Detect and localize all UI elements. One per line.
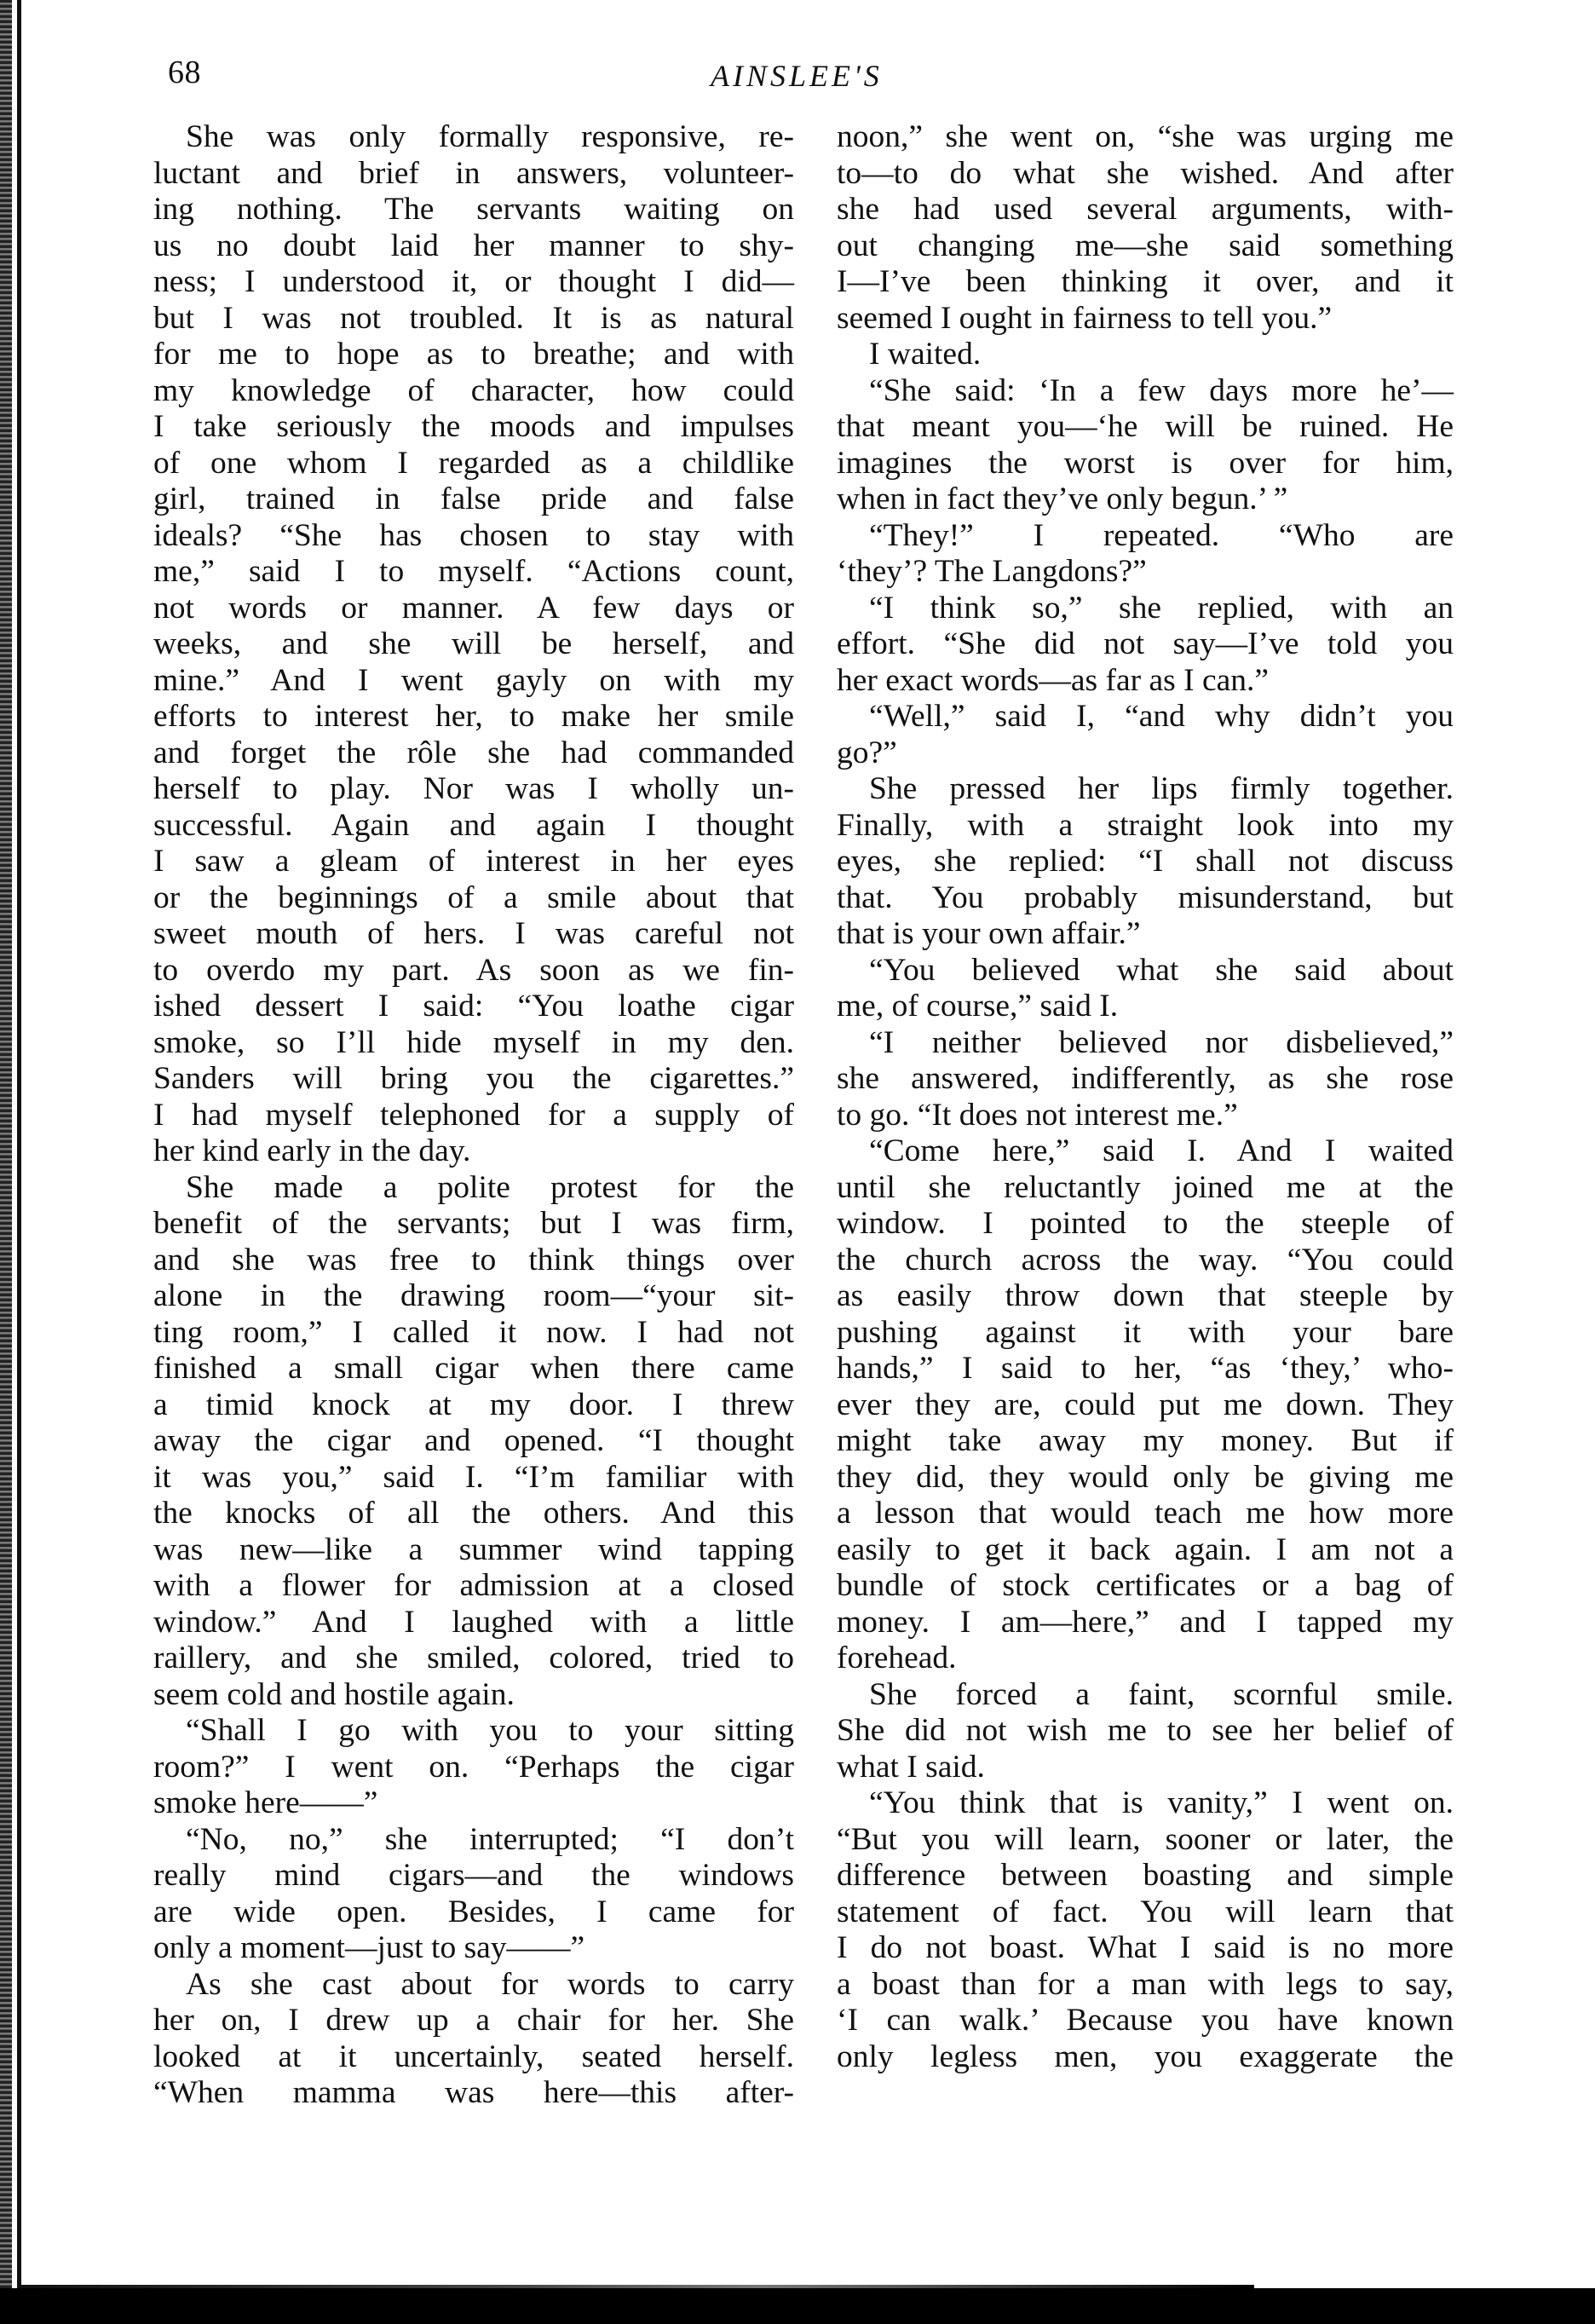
text-line: me, of course,” said I. bbox=[837, 989, 1119, 1024]
text-line: until she reluctantly joined me at the bbox=[837, 1169, 1454, 1205]
running-head-title: AINSLEE'S bbox=[711, 59, 883, 93]
text-column-right bbox=[837, 119, 1454, 2075]
text-line: it was you,” said I. “I’m familiar with bbox=[153, 1459, 794, 1495]
text-line: to overdo my part. As soon as we fin- bbox=[153, 952, 794, 988]
text-line: benefit of the servants; but I was firm, bbox=[153, 1206, 794, 1241]
text-line: forehead. bbox=[837, 1641, 957, 1675]
text-line: what I said. bbox=[837, 1749, 985, 1785]
text-line: I had myself telephoned for a supply of bbox=[153, 1097, 794, 1133]
text-line: she answered, indifferently, as she rose bbox=[837, 1061, 1454, 1096]
text-line: easily to get it back again. I am not a bbox=[837, 1531, 1454, 1567]
text-line: She did not wish me to see her belief of bbox=[837, 1713, 1454, 1748]
text-line: window.” And I laughed with a little bbox=[153, 1604, 794, 1640]
scan-bottom-border bbox=[0, 2288, 1595, 2324]
text-line: successful. Again and again I thought bbox=[153, 807, 794, 843]
text-line: “I neither believed nor disbelieved,” bbox=[869, 1024, 1454, 1060]
text-line: weeks, and she will be herself, and bbox=[153, 626, 794, 661]
text-line: only legless men, you exaggerate the bbox=[837, 2039, 1454, 2074]
text-line: a lesson that would teach me how more bbox=[837, 1496, 1454, 1531]
text-line: that. You probably misunderstand, but bbox=[837, 879, 1454, 915]
text-line: She forced a faint, scornful smile. bbox=[869, 1676, 1454, 1712]
text-line: sweet mouth of hers. I was careful not bbox=[153, 916, 794, 951]
text-line: a timid knock at my door. I threw bbox=[153, 1387, 794, 1422]
text-line: but I was not troubled. It is as natural bbox=[153, 300, 794, 336]
text-line: when in fact they’ve only begun.’ ” bbox=[837, 482, 1288, 516]
text-line: girl, trained in false pride and false bbox=[153, 482, 794, 516]
text-line: imagines the worst is over for him, bbox=[837, 445, 1454, 481]
text-line: bundle of stock certificates or a bag of bbox=[837, 1568, 1454, 1603]
text-line: Finally, with a straight look into my bbox=[837, 807, 1454, 843]
text-line: not words or manner. A few days or bbox=[153, 590, 794, 626]
text-line: my knowledge of character, how could bbox=[153, 372, 794, 408]
text-line: “She said: ‘In a few days more he’— bbox=[869, 372, 1454, 408]
text-line: smoke here——” bbox=[153, 1785, 378, 1820]
text-line: as easily throw down that steeple by bbox=[837, 1278, 1454, 1313]
text-line: I saw a gleam of interest in her eyes bbox=[153, 844, 794, 879]
text-line: seem cold and hostile again. bbox=[153, 1676, 515, 1712]
text-line: ing nothing. The servants waiting on bbox=[153, 192, 794, 227]
text-line: She was only formally responsive, re- bbox=[186, 119, 794, 154]
text-line: She pressed her lips firmly together. bbox=[869, 771, 1454, 806]
text-line: window. I pointed to the steeple of bbox=[837, 1206, 1454, 1241]
text-line: eyes, she replied: “I shall not discuss bbox=[837, 844, 1454, 879]
text-line: go?” bbox=[837, 735, 897, 770]
text-line: Sanders will bring you the cigarettes.” bbox=[153, 1061, 794, 1096]
text-line: really mind cigars—and the windows bbox=[153, 1858, 794, 1893]
text-line: ‘I can walk.’ Because you have known bbox=[837, 2003, 1454, 2038]
text-line: herself to play. Nor was I wholly un- bbox=[153, 771, 794, 806]
text-line: statement of fact. You will learn that bbox=[837, 1894, 1454, 1929]
text-line: I do not boast. What I said is no more bbox=[837, 1930, 1454, 1965]
text-line: I waited. bbox=[869, 337, 982, 372]
text-line: they did, they would only be giving me bbox=[837, 1459, 1454, 1495]
text-line: the knocks of all the others. And this bbox=[153, 1496, 794, 1531]
text-line: “Come here,” said I. And I waited bbox=[869, 1133, 1454, 1168]
text-line: ished dessert I said: “You loathe cigar bbox=[153, 989, 794, 1024]
text-line: noon,” she went on, “she was urging me bbox=[837, 119, 1454, 154]
text-line: alone in the drawing room—“your sit- bbox=[153, 1278, 794, 1313]
text-line: hands,” I said to her, “as ‘they,’ who- bbox=[837, 1351, 1454, 1386]
text-line: to—to do what she wished. And after bbox=[837, 155, 1454, 191]
text-line: effort. “She did not say—I’ve told you bbox=[837, 626, 1454, 661]
page-binding-edge bbox=[0, 0, 12, 2301]
text-line: and forget the rôle she had commanded bbox=[153, 735, 794, 770]
text-line: that meant you—‘he will be ruined. He bbox=[837, 409, 1454, 444]
text-line: away the cigar and opened. “I thought bbox=[153, 1423, 794, 1458]
text-line: ting room,” I called it now. I had not bbox=[153, 1314, 794, 1350]
text-line: are wide open. Besides, I came for bbox=[153, 1894, 794, 1929]
text-line: pushing against it with your bare bbox=[837, 1314, 1454, 1350]
text-line: raillery, and she smiled, colored, tried to bbox=[153, 1641, 794, 1675]
text-line: I take seriously the moods and impulses bbox=[153, 409, 794, 444]
text-line: of one whom I regarded as a childlike bbox=[153, 445, 794, 481]
text-line: for me to hope as to breathe; and with bbox=[153, 337, 794, 372]
text-line: finished a small cigar when there came bbox=[153, 1351, 794, 1386]
text-line: that is your own affair.” bbox=[837, 916, 1141, 951]
text-column-left bbox=[153, 119, 794, 2112]
text-line: might take away my money. But if bbox=[837, 1423, 1454, 1458]
text-line: ever they are, could put me down. They bbox=[837, 1387, 1454, 1422]
text-line: a boast than for a man with legs to say, bbox=[837, 1966, 1454, 2002]
text-line: “You believed what she said about bbox=[869, 952, 1454, 988]
text-line: or the beginnings of a smile about that bbox=[153, 879, 794, 915]
text-line: “No, no,” she interrupted; “I don’t bbox=[186, 1821, 794, 1857]
text-line: ideals? “She has chosen to stay with bbox=[153, 517, 794, 553]
text-line: looked at it uncertainly, seated herself. bbox=[153, 2039, 794, 2074]
text-line: the church across the way. “You could bbox=[837, 1242, 1454, 1277]
text-line: me,” said I to myself. “Actions count, bbox=[153, 554, 794, 589]
text-line: “They!” I repeated. “Who are bbox=[869, 517, 1454, 553]
text-line: “But you will learn, sooner or later, the bbox=[837, 1821, 1454, 1857]
text-line: difference between boasting and simple bbox=[837, 1858, 1454, 1893]
page-number: 68 bbox=[168, 55, 201, 90]
text-line: to go. “It does not interest me.” bbox=[837, 1097, 1238, 1133]
text-line: efforts to interest her, to make her smile bbox=[153, 699, 794, 734]
text-line: “You think that is vanity,” I went on. bbox=[869, 1785, 1454, 1820]
page-gutter-line bbox=[17, 0, 21, 2292]
text-line: “I think so,” she replied, with an bbox=[869, 590, 1454, 626]
text-line: seemed I ought in fairness to tell you.” bbox=[837, 300, 1333, 336]
text-line: luctant and brief in answers, volunteer- bbox=[153, 155, 794, 191]
text-line: money. I am—here,” and I tapped my bbox=[837, 1604, 1454, 1640]
text-line: ness; I understood it, or thought I did— bbox=[153, 264, 794, 299]
text-line: “When mamma was here—this after- bbox=[153, 2075, 794, 2110]
text-line: She made a polite protest for the bbox=[186, 1169, 794, 1205]
text-line: her exact words—as far as I can.” bbox=[837, 662, 1270, 698]
text-line: us no doubt laid her manner to shy- bbox=[153, 228, 794, 263]
text-line: out changing me—she said something bbox=[837, 228, 1454, 263]
text-line: she had used several arguments, with- bbox=[837, 192, 1454, 227]
text-line: I—I’ve been thinking it over, and it bbox=[837, 264, 1454, 299]
text-line: only a moment—just to say——” bbox=[153, 1930, 585, 1965]
text-line: mine.” And I went gayly on with my bbox=[153, 662, 794, 698]
text-line: ‘they’? The Langdons?” bbox=[837, 554, 1147, 589]
text-line: room?” I went on. “Perhaps the cigar bbox=[153, 1749, 794, 1785]
text-line: her kind early in the day. bbox=[153, 1133, 471, 1168]
text-line: As she cast about for words to carry bbox=[186, 1966, 794, 2002]
text-line: her on, I drew up a chair for her. She bbox=[153, 2003, 794, 2038]
text-line: “Shall I go with you to your sitting bbox=[186, 1713, 794, 1748]
text-line: smoke, so I’ll hide myself in my den. bbox=[153, 1024, 794, 1060]
text-line: and she was free to think things over bbox=[153, 1242, 794, 1277]
text-line: “Well,” said I, “and why didn’t you bbox=[869, 699, 1454, 734]
text-line: with a flower for admission at a closed bbox=[153, 1568, 794, 1603]
text-line: was new—like a summer wind tapping bbox=[153, 1531, 794, 1567]
